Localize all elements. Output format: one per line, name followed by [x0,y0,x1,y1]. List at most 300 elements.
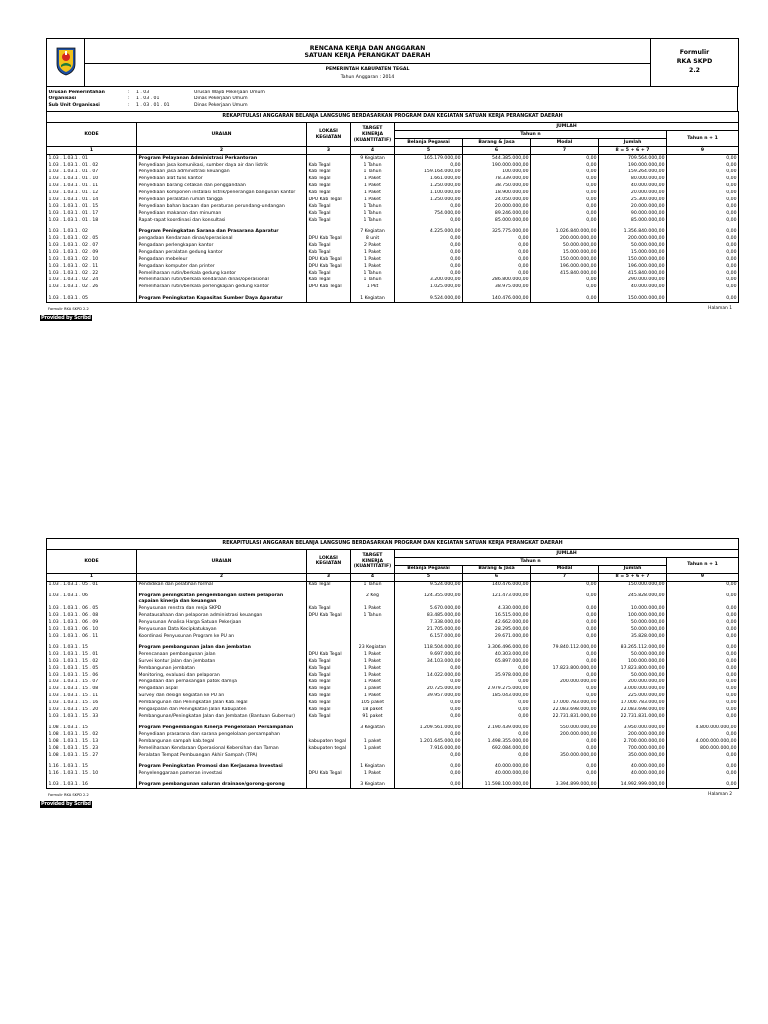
cell-pegawai: 1.250.000,00 [395,197,463,204]
cell-barang: 24.050.000,00 [463,197,531,204]
cell-modal: 22.083.698.000,00 [531,707,599,714]
cell-uraian: Rapat-rapat koordinasi dan konsultasi [137,217,307,224]
cell-uraian: Pemeliharaan rutin/berkala perlengkapan gedung kantor [137,284,307,291]
cell-uraian: Pemeliharaan rutin/berkala gedung kantor [137,270,307,277]
cell-target: 1 Paket [351,651,395,658]
cell-uraian: Penyelenggaraan pameran investasi [137,770,307,777]
cell-pegawai: 0,00 [395,713,463,720]
cell-pegawai: 7.916.000,00 [395,745,463,752]
table-row [47,197,739,204]
cell-kode: 1.03 . 1.03.1 . 01 . 10 [47,176,137,183]
cell-pegawai: 6.157.000,00 [395,633,463,640]
cell-kode: 1.03 . 1.03.1 . 06 . 10 [47,626,137,633]
cell-tahun-n1: 0,00 [667,713,739,720]
cell-kode: 1.16 . 1.03.1 . 15 . 10 [47,770,137,777]
cell-kode: 1.03 . 1.03.1 . 02 . 24 [47,277,137,284]
cell-kode: 1.03 . 1.03.1 . 02 . 07 [47,242,137,249]
cell-tahun-n1: 0,00 [667,693,739,700]
cell-kode: 1.03 . 1.03.1 . 02 . 22 [47,270,137,277]
cell-jumlah: 40.000.000,00 [599,284,667,291]
cell-jumlah: 14.992.999.000,00 [599,781,667,788]
cell-target: 1 Tahun [351,612,395,619]
cell-lokasi [307,155,351,162]
cell-uraian: Penyediaan makanan dan minuman [137,210,307,217]
cell-pegawai: 1.100.000,00 [395,190,463,197]
kabupaten-tegal-emblem-icon [55,46,77,76]
col-kode: KODE [47,123,137,147]
cell-kode: 1.03 . 1.03.1 . 01 . 11 [47,183,137,190]
cell-jumlah: 3.950.000.000,00 [599,725,667,732]
cell-barang: 0,00 [463,242,531,249]
col-jumlah: JUMLAH [395,549,739,557]
cell-pegawai: 165.179.000,00 [395,155,463,162]
cell-tahun-n1: 0,00 [667,644,739,651]
cell-kode: 1.03 . 1.03.1 . 15 . 06 [47,672,137,679]
cell-pegawai: 1.250.000,00 [395,183,463,190]
table-row [47,745,739,752]
cell-target: 91 paket [351,713,395,720]
cell-uraian: Program Pelayanan Administrasi Perkantoran [137,155,307,162]
cell-uraian: Program pembangunan jalan dan jembatan [137,644,307,651]
cell-uraian: Penyediaan jasa komunikasi, sumber daya air dan listrik [137,162,307,169]
table-row [47,169,739,176]
table-row [47,713,739,720]
cell-pegawai: 1.661.000,00 [395,176,463,183]
cell-target [351,626,395,633]
cell-barang: 692.084.000,00 [463,745,531,752]
col-tahun-n1: Tahun n + 1 [667,557,739,573]
cell-barang: 40.303.000,00 [463,651,531,658]
program-row [47,644,739,651]
cell-pegawai: 4.225.000,00 [395,228,463,235]
cell-kode: 1.03 . 1.03.1 . 01 [47,155,137,162]
cell-target: 1 Tahun [351,203,395,210]
cell-pegawai: 7.338.000,00 [395,619,463,626]
cell-modal: 1.026.840.000,00 [531,228,599,235]
cell-jumlah: 85.000.000,00 [599,217,667,224]
cell-pegawai: 754.000,00 [395,210,463,217]
footer-form-label: Formulir RKA SKPD 2.2 [48,306,89,311]
cell-pegawai: 0,00 [395,217,463,224]
cell-kode: 1.03 . 1.03.1 . 05 . 01 [47,581,137,588]
table-row [47,183,739,190]
cell-tahun-n1: 0,00 [667,190,739,197]
footer-form-label: Formulir RKA SKPD 2.2 [48,793,89,798]
budget-table-page-2 [46,538,739,789]
program-row [47,593,739,606]
cell-uraian: Pengadaan aspal [137,686,307,693]
cell-uraian: Pembangunan/Peningkatan Jalan dan Jembatan (Bantuan Gubernur) [137,713,307,720]
cell-target: 1 Tahun [351,169,395,176]
cell-jumlah: 50.000.000,00 [599,626,667,633]
cell-pegawai: 34.103.000,00 [395,658,463,665]
cell-kode: 1.08 . 1.03.1 . 15 . 27 [47,752,137,759]
cell-kode: 1.03 . 1.03.1 . 15 . 07 [47,679,137,686]
cell-tahun-n1: 0,00 [667,263,739,270]
cell-barang: 38.750.000,00 [463,183,531,190]
cell-pegawai: 3.200.000,00 [395,277,463,284]
table-row [47,738,739,745]
cell-pegawai: 1.209.561.000,00 [395,725,463,732]
cell-lokasi [307,633,351,640]
cell-tahun-n1: 0,00 [667,270,739,277]
cell-tahun-n1: 0,00 [667,679,739,686]
cell-pegawai: 0,00 [395,203,463,210]
cell-lokasi [307,593,351,606]
cell-lokasi: kabupaten tegal [307,738,351,745]
cell-barang: 121.473.000,00 [463,593,531,606]
cell-modal: 0,00 [531,605,599,612]
cell-jumlah: 40.000.000,00 [599,183,667,190]
cell-uraian: Pemeliharaan Kendaraan Operasional Kebersihan dan Taman [137,745,307,752]
cell-uraian: Penyusunan Analisa Harga Satuan Pekerjaan [137,619,307,626]
cell-lokasi: Kab Tegal [307,176,351,183]
cell-kode: 1.08 . 1.03.1 . 15 [47,725,137,732]
cell-pegawai: 39.957.000,00 [395,693,463,700]
table-row [47,203,739,210]
cell-pegawai: 20.725.000,00 [395,686,463,693]
cell-uraian: Penyusunan Data Kecipkatukayan [137,626,307,633]
cell-target: 105 paket [351,700,395,707]
cell-modal: 200.000.000,00 [531,731,599,738]
cell-uraian: Penyediaan alat tulis kantor [137,176,307,183]
cell-uraian: Pendidikan dan pelatihan formal [137,581,307,588]
cell-tahun-n1: 0,00 [667,295,739,302]
cell-target: 1 Paket [351,263,395,270]
form-id-block [651,39,739,87]
cell-barang: 0,00 [463,713,531,720]
cell-lokasi: Kab Tegal [307,658,351,665]
cell-jumlah: 200.000.000,00 [599,235,667,242]
cell-jumlah: 200.000.000,00 [599,679,667,686]
table-row [47,242,739,249]
cell-barang: 65.897.000,00 [463,658,531,665]
cell-kode: 1.08 . 1.03.1 . 15 . 02 [47,731,137,738]
cell-tahun-n1: 0,00 [667,672,739,679]
page-number: Halaman 2 [708,792,732,798]
page-number: Halaman 1 [708,305,732,311]
cell-target: 1 Paket [351,658,395,665]
table-row [47,665,739,672]
cell-modal: 0,00 [531,738,599,745]
cell-barang: 2.190.439.000,00 [463,725,531,732]
cell-barang: 29.671.000,00 [463,633,531,640]
cell-pegawai: 0,00 [395,270,463,277]
cell-tahun-n1: 0,00 [667,277,739,284]
col-lokasi: LOKASI KEGIATAN [307,123,351,147]
cell-barang: 0,00 [463,665,531,672]
cell-uraian: Penyediaan bahan bacaan dan peraturan perundang-undangan [137,203,307,210]
col-uraian: URAIAN [137,549,307,573]
cell-tahun-n1: 0,00 [667,686,739,693]
cell-jumlah: 709.564.000,00 [599,155,667,162]
table-row [47,658,739,665]
cell-modal: 350.000.000,00 [531,752,599,759]
cell-modal: 0,00 [531,672,599,679]
cell-lokasi: Kab Tegal [307,672,351,679]
col-jml: Jumlah [599,565,667,573]
cell-modal: 17.000.783.000,00 [531,700,599,707]
cell-barang: 2.979.275.000,00 [463,686,531,693]
cell-modal: 0,00 [531,183,599,190]
cell-pegawai: 1.201.645.000,00 [395,738,463,745]
cell-pegawai: 0,00 [395,731,463,738]
cell-tahun-n1: 0,00 [667,155,739,162]
table-row [47,210,739,217]
cell-target: 1 Paket [351,693,395,700]
col-pegawai: Belanja Pegawai [395,565,463,573]
cell-pegawai: 21.705.000,00 [395,626,463,633]
cell-uraian: Koordinasi Penyusunan Program ke PU an [137,633,307,640]
cell-target: 1 Paket [351,256,395,263]
cell-modal: 0,00 [531,190,599,197]
table-row [47,284,739,291]
cell-modal: 0,00 [531,658,599,665]
cell-lokasi: DPU Kab Tegal [307,235,351,242]
cell-uraian: Program Peningkatan Promosi dan Kerjasama Investasi [137,763,307,770]
cell-barang: 28.295.000,00 [463,626,531,633]
document-header [46,38,739,87]
cell-uraian: Pengadaan mebeleur [137,256,307,263]
cell-modal: 79.840.112.000,00 [531,644,599,651]
organization-info [46,87,738,111]
cell-pegawai: 159.164.000,00 [395,169,463,176]
cell-target: 1 Tahun [351,217,395,224]
info-row: Sub Unit Organisasi : 1 . 03 . 01 . 01 Dinas Pekerjaan Umum [48,102,248,108]
column-number-row: 1 2 3 4 5 6 7 8 = 5 + 6 + 7 9 [47,573,739,581]
cell-jumlah: 90.000.000,00 [599,210,667,217]
cell-jumlah: 150.000.000,00 [599,295,667,302]
col-tahun-n1: Tahun n + 1 [667,131,739,147]
cell-modal: 0,00 [531,745,599,752]
cell-uraian: Penyediaan peralatan rumah tangga [137,197,307,204]
cell-tahun-n1: 0,00 [667,169,739,176]
cell-target: 1 Tahun [351,270,395,277]
cell-lokasi: Kab Tegal [307,162,351,169]
cell-uraian: Monitoring, evaluasi dan pelaporan [137,672,307,679]
cell-target: 1 Pkt [351,284,395,291]
cell-barang: 18.900.000,00 [463,190,531,197]
cell-modal: 0,00 [531,693,599,700]
table-row [47,249,739,256]
program-row [47,228,739,235]
cell-target: 1 Tahun [351,162,395,169]
cell-pegawai: 9.524.000,00 [395,295,463,302]
cell-barang: 0,00 [463,731,531,738]
cell-pegawai: 0,00 [395,763,463,770]
cell-kode: 1.03 . 1.03.1 . 01 . 07 [47,169,137,176]
form-number: 2.2 [689,67,700,75]
cell-lokasi [307,626,351,633]
form-label: Formulir [679,49,710,57]
cell-uraian: Survey dan design kegiatan ke PU an [137,693,307,700]
cell-kode: 1.03 . 1.03.1 . 15 . 33 [47,713,137,720]
cell-barang: 325.775.000,00 [463,228,531,235]
cell-barang: 85.000.000,00 [463,217,531,224]
cell-kode: 1.03 . 1.03.1 . 15 . 01 [47,651,137,658]
cell-uraian: Penyediaan jasa administrasi keuangan [137,169,307,176]
cell-tahun-n1: 0,00 [667,183,739,190]
cell-tahun-n1: 0,00 [667,651,739,658]
col-jumlah: JUMLAH [395,123,739,131]
cell-pegawai: 0,00 [395,235,463,242]
cell-lokasi: kabupaten tegal [307,745,351,752]
cell-target: 1 Paket [351,183,395,190]
cell-target: 1 Paket [351,665,395,672]
cell-uraian: Peralatan Tempat Pembuangan Akhir Sampah (TPA) [137,752,307,759]
cell-barang: 89.246.000,00 [463,210,531,217]
cell-uraian: Pengadaan komputer dan printer [137,263,307,270]
cell-uraian: Penyediaan komponen instalasi listrik/penerangan bangunan kantor [137,190,307,197]
cell-modal: 0,00 [531,169,599,176]
cell-barang: 286.800.000,00 [463,277,531,284]
cell-tahun-n1: 0,00 [667,593,739,606]
cell-kode: 1.03 . 1.03.1 . 02 . 26 [47,284,137,291]
cell-tahun-n1: 0,00 [667,210,739,217]
cell-kode: 1.03 . 1.03.1 . 01 . 02 [47,162,137,169]
table-row [47,679,739,686]
cell-modal: 0,00 [531,619,599,626]
cell-barang: 140.476.000,00 [463,581,531,588]
cell-target: 1 Tahun [351,210,395,217]
cell-modal: 200.000.000,00 [531,235,599,242]
cell-barang: 544.385.000,00 [463,155,531,162]
program-row [47,155,739,162]
cell-modal: 3.394.899.000,00 [531,781,599,788]
col-target: TARGET KINERJA (KUANTITATIF) [351,549,395,573]
program-row [47,763,739,770]
cell-barang: 0,00 [463,235,531,242]
cell-lokasi: Kab Tegal [307,183,351,190]
cell-modal: 0,00 [531,277,599,284]
table-row [47,731,739,738]
cell-tahun-n1: 0,00 [667,176,739,183]
cell-lokasi: Kab Tegal [307,665,351,672]
cell-jumlah: 35.828.000,00 [599,633,667,640]
cell-barang: 0,00 [463,249,531,256]
cell-lokasi: Kab Tegal [307,210,351,217]
cell-uraian: Pemeliharaan rutin/berkala kendaraan dinas/operasional [137,277,307,284]
cell-lokasi: Kab Tegal [307,693,351,700]
cell-jumlah: 17.823.800.000,00 [599,665,667,672]
page-2 [41,538,738,809]
cell-tahun-n1: 0,00 [667,752,739,759]
cell-modal: 0,00 [531,155,599,162]
cell-target: 3 Kegiatan [351,781,395,788]
cell-kode: 1.03 . 1.03.1 . 01 . 17 [47,210,137,217]
cell-jumlah: 15.000.000,00 [599,249,667,256]
cell-modal: 150.000.000,00 [531,256,599,263]
cell-lokasi: Kab Tegal [307,242,351,249]
table-row [47,217,739,224]
table-row [47,581,739,588]
col-modal: Modal [531,565,599,573]
cell-barang: 4.330.000,00 [463,605,531,612]
cell-kode: 1.03 . 1.03.1 . 15 . 05 [47,665,137,672]
cell-lokasi: DPU Kab Tegal [307,197,351,204]
cell-lokasi [307,731,351,738]
cell-target: 1 Kegiatan [351,295,395,302]
cell-jumlah: 10.000.000,00 [599,605,667,612]
cell-pegawai: 5.670.000,00 [395,605,463,612]
cell-uraian: Pengaspalan dan Peningkatan Jalan Kabupaten [137,707,307,714]
cell-barang: 0,00 [463,263,531,270]
fiscal-year: Tahun Anggaran : 2014 [340,74,395,80]
cell-modal: 0,00 [531,203,599,210]
cell-kode: 1.03 . 1.03.1 . 06 . 09 [47,619,137,626]
cell-kode: 1.03 . 1.03.1 . 15 . 11 [47,693,137,700]
table-row [47,162,739,169]
cell-kode: 1.03 . 1.03.1 . 15 [47,644,137,651]
cell-tahun-n1: 0,00 [667,242,739,249]
cell-tahun-n1: 800.000.000,00 [667,745,739,752]
cell-lokasi: Kab Tegal [307,581,351,588]
cell-tahun-n1: 0,00 [667,770,739,777]
cell-target: 1 paket [351,745,395,752]
cell-uraian: Pengadaan perlengkapan kantor [137,242,307,249]
cell-target: 1 Paket [351,197,395,204]
cell-modal: 0,00 [531,176,599,183]
cell-modal: 17.823.800.000,00 [531,665,599,672]
cell-lokasi: Kab Tegal [307,686,351,693]
cell-modal: 200.000.000,00 [531,679,599,686]
cell-lokasi [307,619,351,626]
cell-tahun-n1: 4.000.000.000,00 [667,738,739,745]
cell-pegawai: 9.697.000,00 [395,651,463,658]
cell-tahun-n1: 0,00 [667,700,739,707]
cell-target: 1 Paket [351,176,395,183]
cell-pegawai: 0,00 [395,263,463,270]
cell-barang: 1.498.355.000,00 [463,738,531,745]
info-row: Organisasi : 1 . 03 . 01 Dinas Pekerjaan Umum [48,96,248,102]
cell-uraian: Program Pengembangan Kinerja Pengelolaan Persampahan [137,725,307,732]
cell-modal: 0,00 [531,162,599,169]
cell-jumlah: 20.000.000,00 [599,190,667,197]
cell-pegawai: 0,00 [395,781,463,788]
cell-kode: 1.03 . 1.03.1 . 16 [47,781,137,788]
cell-uraian: Penatausahaan dan pelaporan administrasi keuangan [137,612,307,619]
cell-modal: 0,00 [531,197,599,204]
column-number-row: 1 2 3 4 5 6 7 8 = 5 + 6 + 7 9 [47,147,739,155]
cell-lokasi: Kab Tegal [307,679,351,686]
cell-target [351,619,395,626]
cell-target: 1 Paket [351,605,395,612]
table-row [47,633,739,640]
cell-uraian: Program Peningkatan Kapasitas Sumber Daya Aparatur [137,295,307,302]
cell-pegawai: 0,00 [395,242,463,249]
cell-barang: 185.043.000,00 [463,693,531,700]
cell-tahun-n1: 0,00 [667,707,739,714]
cell-barang: 140.476.000,00 [463,295,531,302]
cell-pegawai: 0,00 [395,162,463,169]
cell-target [351,752,395,759]
cell-barang: 0,00 [463,752,531,759]
cell-jumlah: 2.700.000.000,00 [599,738,667,745]
cell-modal: 0,00 [531,770,599,777]
cell-jumlah: 83.265.112.000,00 [599,644,667,651]
col-modal: Modal [531,139,599,147]
col-jml: Jumlah [599,139,667,147]
cell-uraian: Pembangunan jembatan [137,665,307,672]
cell-lokasi [307,763,351,770]
cell-barang: 0,00 [463,679,531,686]
cell-lokasi [307,228,351,235]
cell-lokasi: DPU Kab Tegal [307,284,351,291]
cell-lokasi: Kab Tegal [307,277,351,284]
cell-tahun-n1: 0,00 [667,284,739,291]
table-row [47,605,739,612]
logo-cell [47,39,85,87]
